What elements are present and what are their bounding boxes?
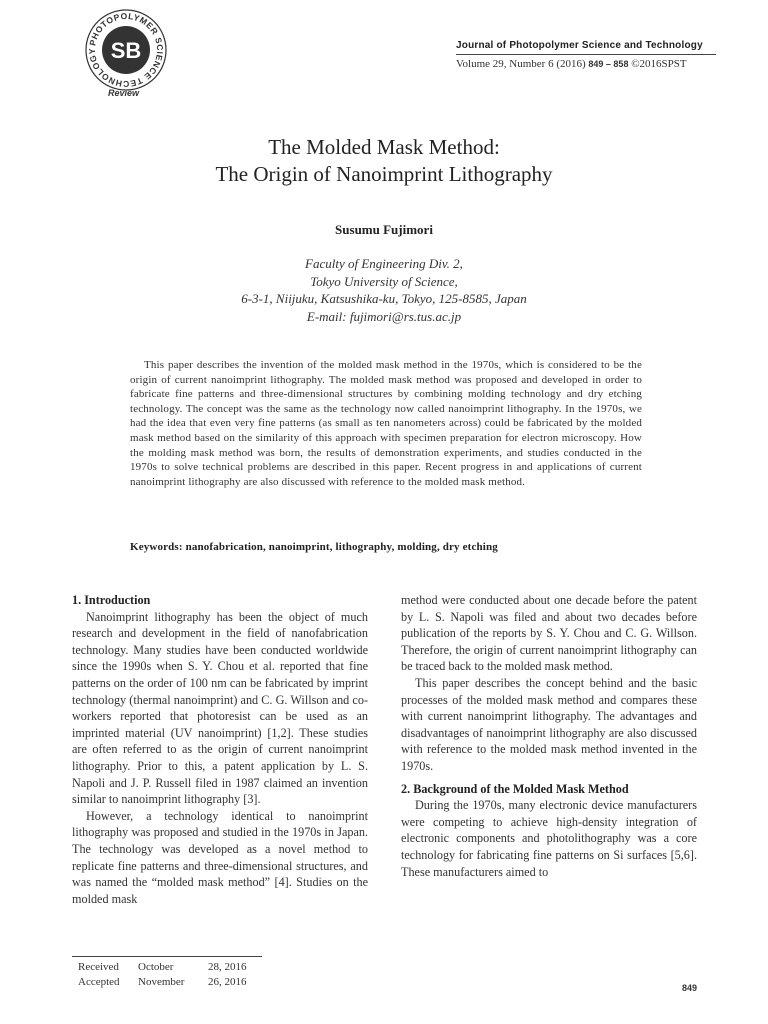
page-range: 849 – 858: [588, 59, 629, 69]
received-label: Received: [78, 961, 119, 973]
section-1-heading: 1. Introduction: [72, 593, 151, 607]
logo-ring-text: PHOTOPOLYMER SCIENCE TECHNOLOGY: [86, 10, 166, 90]
section-1-paragraph-2: However, a technology identical to nanoimprint lithography was proposed and studied in the 1970s in Japan. The technology was developed as a novel method to replicate fine patterns and three-dimensional structures, and was named the “molded mask method” [4]. Studies on the molded mask: [72, 808, 368, 906]
accepted-date: 26, 2016: [208, 976, 247, 988]
affiliation-line-3: 6-3-1, Niijuku, Katsushika-ku, Tokyo, 125-8585, Japan: [241, 291, 527, 306]
volume-text: Volume 29, Number 6 (2016): [456, 58, 586, 70]
title-line-2: The Origin of Nanoimprint Lithography: [215, 162, 553, 186]
affiliation: [0, 255, 768, 325]
received-row: [72, 960, 262, 975]
journal-volume: [456, 58, 716, 70]
paper-title: [0, 134, 768, 188]
section-1-paragraph-2-continued: method were conducted about one decade before the patent by L. S. Napoli was filed and about two decades before publication of the reports by S. Y. Chou and C. G. Willson. Therefore, the origin of current nanoimprint lithography can be traced back to the molded mask method.: [401, 593, 697, 674]
received-date: 28, 2016: [208, 961, 247, 973]
section-1-paragraph-1: Nanoimprint lithography has been the object of much research and development in the field of nanofabrication technology. Many studies have been conducted worldwide since the 1990s when S. Y. Chou et al. reported that fine patterns on the order of 100 nm can be fabricated by imprint technology (thermal nanoimprint) and C. G. Willson and co-workers reported that photoresist can be used as an imprinted material (UV nanoimprint) [1,2]. These studies are often referred to as the origin of current nanoimprint lithography. Prior to this, a patent application by L. S. Napoli and J. P. Russell filed in 1987 claimed an invention similar to nanoimprint lithography [3].: [72, 609, 368, 807]
affiliation-line-1: Faculty of Engineering Div. 2,: [305, 256, 463, 271]
dates-footnote: [72, 956, 262, 990]
keywords: Keywords: nanofabrication, nanoimprint, lithography, molding, dry etching: [130, 541, 498, 553]
review-label: Review: [108, 88, 140, 98]
logo-monogram: SB: [110, 38, 142, 63]
title-line-1: The Molded Mask Method:: [268, 135, 500, 159]
journal-header: [456, 40, 716, 70]
page-number: 849: [682, 983, 698, 993]
journal-name: Journal of Photopolymer Science and Technology: [456, 40, 703, 51]
right-column: [401, 592, 697, 880]
accepted-month: November: [138, 976, 185, 988]
received-month: October: [138, 961, 174, 973]
accepted-label: Accepted: [78, 976, 120, 988]
copyright-text: ©2016SPST: [631, 58, 687, 70]
left-column: [72, 592, 368, 907]
accepted-row: [72, 975, 262, 990]
section-2-heading: 2. Background of the Molded Mask Method: [401, 781, 629, 796]
journal-logo: [84, 8, 168, 92]
section-2-paragraph-1: During the 1970s, many electronic device manufacturers were competing to achieve high-density integration of electronic components and photolithography was a core technology for fabricating fine patterns on Si surfaces [5,6]. These manufacturers aimed to: [401, 798, 697, 879]
section-1-paragraph-3: This paper describes the concept behind and the basic processes of the molded mask method and compares these with current nanoimprint lithography. The advantages and disadvantages of nanoimprint lithography are also discussed with reference to the molded mask method invented in the 1970s.: [401, 675, 697, 773]
affiliation-email: E-mail: fujimori@rs.tus.ac.jp: [306, 308, 462, 324]
abstract: This paper describes the invention of the molded mask method in the 1970s, which is considered to be the origin of current nanoimprint lithography. The molded mask method was proposed and developed in order to fabricate fine patterns and three-dimensional structures by combining molding technology and dry etching technology. The concept was the same as the technology now called nanoimprint lithography. In the 1970s, we had the idea that even very fine patterns (as small as ten nanometers across) could be fabricated by the molded mask method based on the similarity of this approach with specimen preparation for electron microscopy. How the molding mask method was born, the results of demonstration experiments, and studies conducted in the 1970s to solve technical problems are described in this paper. Recent progress in and applications of current nanoimprint lithography are also discussed with reference to the molded mask method.: [130, 359, 642, 488]
author-name: Susumu Fujimori: [335, 222, 433, 237]
affiliation-line-2: Tokyo University of Science,: [310, 273, 458, 289]
journal-rule: [456, 54, 716, 55]
